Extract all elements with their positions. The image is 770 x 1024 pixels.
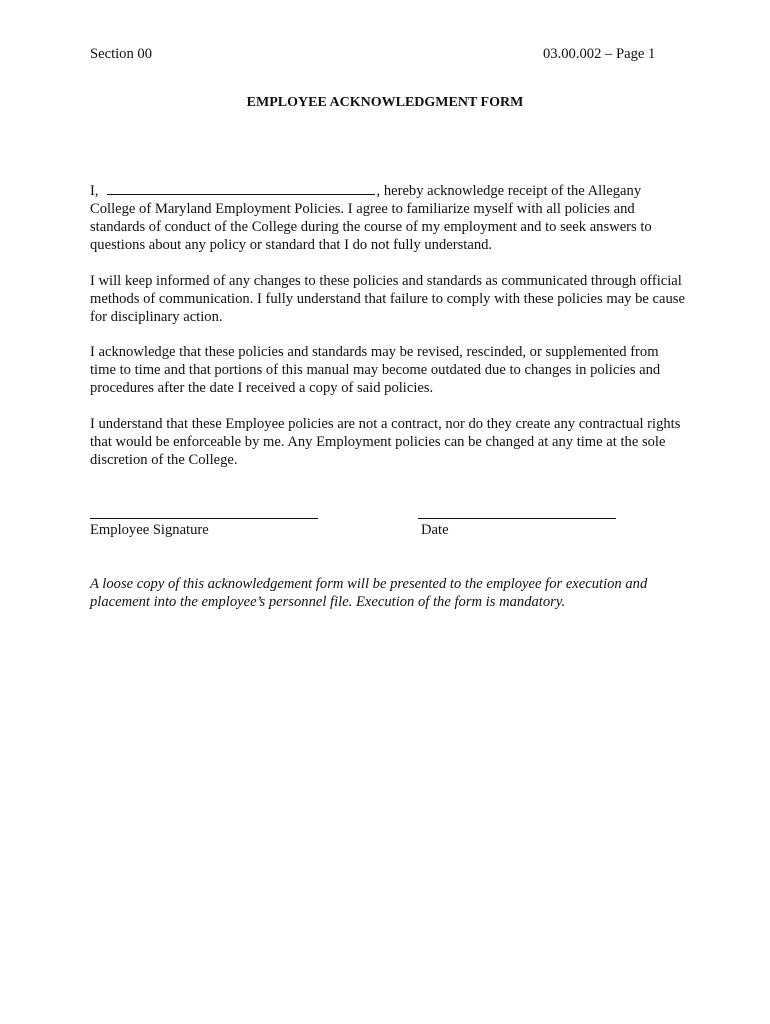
date-label: Date bbox=[421, 522, 449, 538]
acknowledgment-paragraph-4: I understand that these Employee policies are not a contract, nor do they create any contractual rights that would be enforceable by me. Any Employment policies can be changed at any time at the sole discretion of the College. bbox=[90, 416, 681, 468]
employee-name-blank[interactable] bbox=[107, 182, 375, 195]
form-title: EMPLOYEE ACKNOWLEDGMENT FORM bbox=[246, 95, 524, 110]
acknowledgment-paragraph-2: I will keep informed of any changes to these policies and standards as communicated through official methods of communication. I fully understand that failure to comply with these policies may be cause for disciplinary action. bbox=[90, 273, 685, 325]
paragraph-1-text: , hereby acknowledge receipt of the Allegany College of Maryland Employment Policies. I agree to familiarize myself with all policies and standards of conduct of the College during the course of my employment and to seek answers to questions about any policy or standard that I do not fully understand. bbox=[90, 183, 652, 253]
section-label: Section 00 bbox=[90, 46, 153, 62]
name-prefix: I, bbox=[90, 183, 99, 199]
acknowledgment-paragraph-1 bbox=[90, 182, 685, 254]
employee-signature-line[interactable] bbox=[90, 518, 318, 519]
date-line[interactable] bbox=[418, 518, 616, 519]
employee-signature-label: Employee Signature bbox=[90, 522, 209, 538]
acknowledgment-paragraph-3: I acknowledge that these policies and standards may be revised, rescinded, or supplemented from time to time and that portions of this manual may become outdated due to changes in policies and procedures after the date I received a copy of said policies. bbox=[90, 344, 661, 396]
form-note: A loose copy of this acknowledgement form will be presented to the employee for execution and placement into the employee’s personnel file. Execution of the form is mandatory. bbox=[90, 576, 648, 610]
page-reference: 03.00.002 – Page 1 bbox=[543, 46, 656, 62]
